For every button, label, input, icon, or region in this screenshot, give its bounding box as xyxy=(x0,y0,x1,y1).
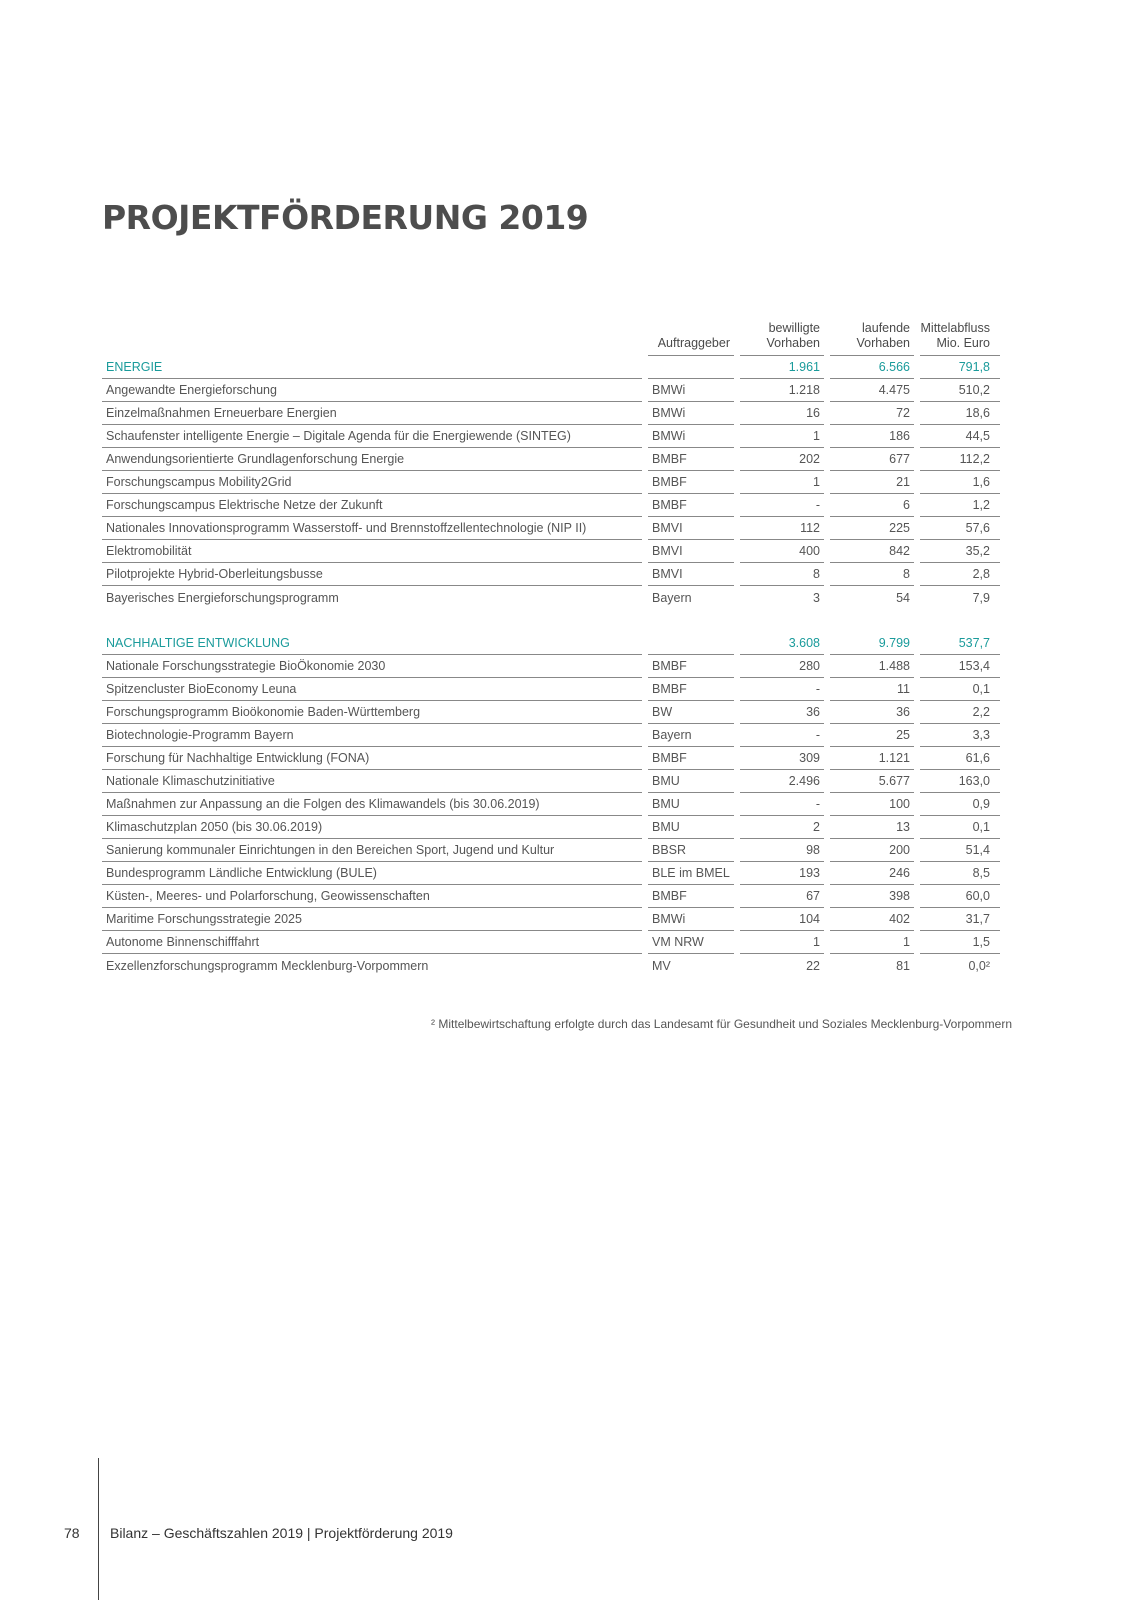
bewilligte-cell: 8 xyxy=(740,563,824,586)
bewilligte-cell: - xyxy=(740,724,824,747)
program-name: Nationales Innovationsprogramm Wasserstoff- und Brennstoffzellentechnologie (NIP II) xyxy=(102,517,642,540)
auftraggeber-cell: BMBF xyxy=(648,678,734,701)
laufende-cell: 21 xyxy=(830,471,914,494)
program-name: Angewandte Energieforschung xyxy=(102,379,642,402)
program-name: Maritime Forschungsstrategie 2025 xyxy=(102,908,642,931)
mittelabfluss-cell: 510,2 xyxy=(920,379,1000,402)
mittelabfluss-cell: 1,6 xyxy=(920,471,1000,494)
program-name: Biotechnologie-Programm Bayern xyxy=(102,724,642,747)
laufende-cell: 1.121 xyxy=(830,747,914,770)
header-bewilligte-line1: bewilligte xyxy=(768,321,820,335)
mittelabfluss-cell: 7,9 xyxy=(972,590,990,605)
mittelabfluss-cell: 3,3 xyxy=(920,724,1000,747)
laufende-cell: 54 xyxy=(896,590,910,605)
table-row xyxy=(102,931,1012,954)
laufende-cell: 677 xyxy=(830,448,914,471)
mittelabfluss-cell: 18,6 xyxy=(920,402,1000,425)
auftraggeber-cell: BMBF xyxy=(648,448,734,471)
bewilligte-cell: 202 xyxy=(740,448,824,471)
laufende-cell: 200 xyxy=(830,839,914,862)
laufende-cell: 6 xyxy=(830,494,914,517)
bewilligte-cell: - xyxy=(740,678,824,701)
laufende-cell: 246 xyxy=(830,862,914,885)
table-row xyxy=(102,678,1012,701)
section-row xyxy=(102,356,1012,379)
bewilligte-cell: 1 xyxy=(740,471,824,494)
program-name: Einzelmaßnahmen Erneuerbare Energien xyxy=(102,402,642,425)
laufende-cell: 13 xyxy=(830,816,914,839)
table-row xyxy=(102,494,1012,517)
bewilligte-cell: 104 xyxy=(740,908,824,931)
mittelabfluss-cell: 2,8 xyxy=(920,563,1000,586)
header-mittel-line2: Mio. Euro xyxy=(936,336,990,350)
mittelabfluss-cell: 0,1 xyxy=(920,816,1000,839)
laufende-cell: 25 xyxy=(830,724,914,747)
auftraggeber-cell: BMWi xyxy=(648,402,734,425)
bewilligte-cell: 67 xyxy=(740,885,824,908)
laufende-cell: 72 xyxy=(830,402,914,425)
header-mittel-line1: Mittelabfluss xyxy=(920,321,990,335)
auftraggeber-cell: BMBF xyxy=(648,655,734,678)
funding-table xyxy=(102,312,1012,977)
auftraggeber-cell: BMBF xyxy=(648,885,734,908)
program-name: Schaufenster intelligente Energie – Digitale Agenda für die Energiewende (SINTEG) xyxy=(102,425,642,448)
section-bewilligte: 1.961 xyxy=(740,356,824,379)
auftraggeber-cell: BMBF xyxy=(648,747,734,770)
section-row xyxy=(102,632,1012,655)
mittelabfluss-cell: 35,2 xyxy=(920,540,1000,563)
table-row xyxy=(102,471,1012,494)
table-row xyxy=(102,701,1012,724)
mittelabfluss-cell: 0,9 xyxy=(920,793,1000,816)
page-title: PROJEKTFÖRDERUNG 2019 xyxy=(102,198,589,237)
footer-text: Bilanz – Geschäftszahlen 2019 | Projektförderung 2019 xyxy=(110,1525,453,1541)
program-name: Elektromobilität xyxy=(102,540,642,563)
section-mittelabfluss: 537,7 xyxy=(920,632,1000,655)
auftraggeber-cell: BMBF xyxy=(648,494,734,517)
program-name: Forschungscampus Mobility2Grid xyxy=(102,471,642,494)
header-laufende-line1: laufende xyxy=(862,321,910,335)
section-laufende: 6.566 xyxy=(830,356,914,379)
auftraggeber-cell: BMWi xyxy=(648,425,734,448)
auftraggeber-cell: BMWi xyxy=(648,379,734,402)
laufende-cell: 186 xyxy=(830,425,914,448)
bewilligte-cell: 280 xyxy=(740,655,824,678)
auftraggeber-cell: BMU xyxy=(648,770,734,793)
table-row xyxy=(102,908,1012,931)
program-name: Forschung für Nachhaltige Entwicklung (FONA) xyxy=(102,747,642,770)
mittelabfluss-cell: 31,7 xyxy=(920,908,1000,931)
table-row xyxy=(102,425,1012,448)
auftraggeber-cell: MV xyxy=(652,958,671,973)
program-name: Küsten-, Meeres- und Polarforschung, Geowissenschaften xyxy=(102,885,642,908)
table-row xyxy=(102,655,1012,678)
program-name: Autonome Binnenschifffahrt xyxy=(102,931,642,954)
mittelabfluss-cell: 8,5 xyxy=(920,862,1000,885)
footer-divider xyxy=(98,1458,99,1600)
bewilligte-cell: 16 xyxy=(740,402,824,425)
table-row xyxy=(102,586,1012,609)
bewilligte-cell: - xyxy=(740,494,824,517)
header-laufende-line2: Vorhaben xyxy=(856,336,910,350)
program-name: Spitzencluster BioEconomy Leuna xyxy=(102,678,642,701)
auftraggeber-cell: BMVI xyxy=(648,540,734,563)
laufende-cell: 8 xyxy=(830,563,914,586)
section-title: ENERGIE xyxy=(102,356,642,379)
bewilligte-cell: 309 xyxy=(740,747,824,770)
laufende-cell: 402 xyxy=(830,908,914,931)
bewilligte-cell: 98 xyxy=(740,839,824,862)
table-row xyxy=(102,448,1012,471)
table-row xyxy=(102,402,1012,425)
auftraggeber-cell: BMBF xyxy=(648,471,734,494)
bewilligte-cell: 1 xyxy=(740,931,824,954)
section-laufende: 9.799 xyxy=(830,632,914,655)
header-bewilligte xyxy=(740,312,824,356)
bewilligte-cell: 2 xyxy=(740,816,824,839)
auftraggeber-cell: Bayern xyxy=(652,590,692,605)
mittelabfluss-cell: 1,5 xyxy=(920,931,1000,954)
table-row xyxy=(102,517,1012,540)
table-body xyxy=(102,356,1012,977)
header-bewilligte-line2: Vorhaben xyxy=(766,336,820,350)
program-name: Anwendungsorientierte Grundlagenforschung Energie xyxy=(102,448,642,471)
section-bewilligte: 3.608 xyxy=(740,632,824,655)
mittelabfluss-cell: 153,4 xyxy=(920,655,1000,678)
footnote: ² Mittelbewirtschaftung erfolgte durch das Landesamt für Gesundheit und Soziales Mecklenburg-Vorpommern xyxy=(431,1017,1012,1031)
auftraggeber-cell: BW xyxy=(648,701,734,724)
table-row xyxy=(102,862,1012,885)
program-name: Sanierung kommunaler Einrichtungen in den Bereichen Sport, Jugend und Kultur xyxy=(102,839,642,862)
laufende-cell: 842 xyxy=(830,540,914,563)
page-number: 78 xyxy=(64,1525,80,1541)
section-title: NACHHALTIGE ENTWICKLUNG xyxy=(102,632,642,655)
program-name: Bayerisches Energieforschungsprogramm xyxy=(106,590,339,605)
program-name: Forschungsprogramm Bioökonomie Baden-Württemberg xyxy=(102,701,642,724)
program-name: Klimaschutzplan 2050 (bis 30.06.2019) xyxy=(102,816,642,839)
table-header xyxy=(102,312,1012,356)
bewilligte-cell: - xyxy=(740,793,824,816)
mittelabfluss-cell: 51,4 xyxy=(920,839,1000,862)
laufende-cell: 100 xyxy=(830,793,914,816)
mittelabfluss-cell: 163,0 xyxy=(920,770,1000,793)
auftraggeber-cell: VM NRW xyxy=(648,931,734,954)
auftraggeber-cell: BMU xyxy=(648,793,734,816)
section-auftraggeber xyxy=(648,356,734,379)
table-row xyxy=(102,885,1012,908)
laufende-cell: 4.475 xyxy=(830,379,914,402)
auftraggeber-cell: BMVI xyxy=(648,563,734,586)
table-row xyxy=(102,793,1012,816)
laufende-cell: 398 xyxy=(830,885,914,908)
laufende-cell: 1 xyxy=(830,931,914,954)
mittelabfluss-cell: 60,0 xyxy=(920,885,1000,908)
laufende-cell: 225 xyxy=(830,517,914,540)
program-name: Maßnahmen zur Anpassung an die Folgen des Klimawandels (bis 30.06.2019) xyxy=(102,793,642,816)
auftraggeber-cell: Bayern xyxy=(648,724,734,747)
auftraggeber-cell: BMU xyxy=(648,816,734,839)
program-name: Bundesprogramm Ländliche Entwicklung (BULE) xyxy=(102,862,642,885)
mittelabfluss-cell: 112,2 xyxy=(920,448,1000,471)
program-name: Exzellenzforschungsprogramm Mecklenburg-Vorpommern xyxy=(106,958,429,973)
mittelabfluss-cell: 0,0² xyxy=(968,958,990,973)
auftraggeber-cell: BBSR xyxy=(648,839,734,862)
bewilligte-cell: 193 xyxy=(740,862,824,885)
section-auftraggeber xyxy=(648,632,734,655)
mittelabfluss-cell: 0,1 xyxy=(920,678,1000,701)
bewilligte-cell: 36 xyxy=(740,701,824,724)
table-row xyxy=(102,770,1012,793)
header-mittelabfluss xyxy=(920,312,1000,356)
table-row xyxy=(102,563,1012,586)
table-row xyxy=(102,724,1012,747)
auftraggeber-cell: BLE im BMEL xyxy=(648,862,734,885)
table-row xyxy=(102,954,1012,977)
mittelabfluss-cell: 1,2 xyxy=(920,494,1000,517)
bewilligte-cell: 112 xyxy=(740,517,824,540)
bewilligte-cell: 3 xyxy=(813,590,820,605)
laufende-cell: 11 xyxy=(830,678,914,701)
table-row xyxy=(102,816,1012,839)
mittelabfluss-cell: 2,2 xyxy=(920,701,1000,724)
table-row xyxy=(102,379,1012,402)
program-name: Forschungscampus Elektrische Netze der Zukunft xyxy=(102,494,642,517)
bewilligte-cell: 1 xyxy=(740,425,824,448)
table-row xyxy=(102,747,1012,770)
bewilligte-cell: 400 xyxy=(740,540,824,563)
program-name: Pilotprojekte Hybrid-Oberleitungsbusse xyxy=(102,563,642,586)
auftraggeber-cell: BMVI xyxy=(648,517,734,540)
program-name: Nationale Klimaschutzinitiative xyxy=(102,770,642,793)
mittelabfluss-cell: 44,5 xyxy=(920,425,1000,448)
section-mittelabfluss: 791,8 xyxy=(920,356,1000,379)
laufende-cell: 1.488 xyxy=(830,655,914,678)
header-laufende xyxy=(830,312,914,356)
bewilligte-cell: 22 xyxy=(806,958,820,973)
header-auftraggeber: Auftraggeber xyxy=(648,312,734,356)
mittelabfluss-cell: 57,6 xyxy=(920,517,1000,540)
program-name: Nationale Forschungsstrategie BioÖkonomie 2030 xyxy=(102,655,642,678)
bewilligte-cell: 2.496 xyxy=(740,770,824,793)
table-row xyxy=(102,540,1012,563)
bewilligte-cell: 1.218 xyxy=(740,379,824,402)
laufende-cell: 36 xyxy=(830,701,914,724)
laufende-cell: 81 xyxy=(896,958,910,973)
mittelabfluss-cell: 61,6 xyxy=(920,747,1000,770)
laufende-cell: 5.677 xyxy=(830,770,914,793)
header-name-empty xyxy=(102,312,642,356)
auftraggeber-cell: BMWi xyxy=(648,908,734,931)
table-row xyxy=(102,839,1012,862)
